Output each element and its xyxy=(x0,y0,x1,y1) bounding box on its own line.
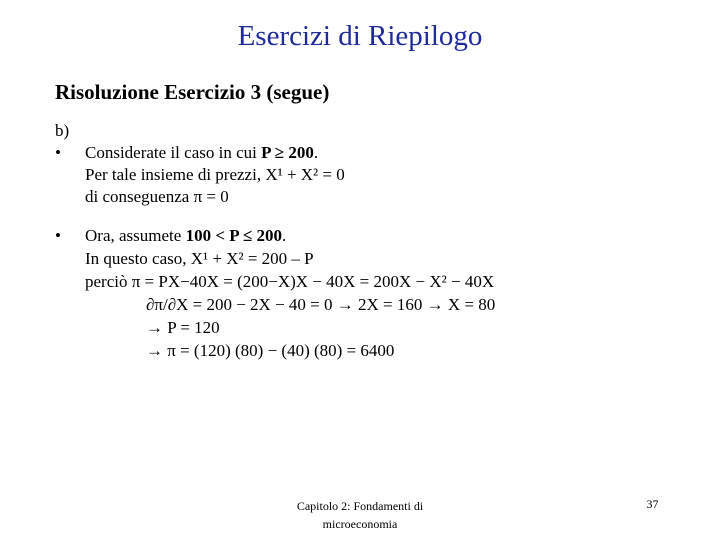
bullet1-condition: P ≥ 200 xyxy=(261,143,314,162)
slide-title: Esercizi di Riepilogo xyxy=(237,20,483,52)
bullet1-line1 xyxy=(85,142,318,164)
bullet2-line6: → π = (120) (80) − (40) (80) = 6400 xyxy=(146,341,395,360)
page-number: 37 xyxy=(646,497,659,511)
bullet2-line2: In questo caso, X¹ + X² = 200 – P xyxy=(85,249,314,268)
footer-chapter xyxy=(270,497,450,533)
bullet1-line3: di conseguenza π = 0 xyxy=(85,187,229,206)
bullet2-line3: perciò π = PX−40X = (200−X)X − 40X = 200X − X² − 40X xyxy=(85,272,495,291)
bullet1-line1-post: . xyxy=(313,143,319,162)
part-label: b) xyxy=(55,121,70,140)
slide-subtitle: Risoluzione Esercizio 3 (segue) xyxy=(55,80,330,104)
bullet-marker-2: • xyxy=(55,226,61,245)
bullet2-line4: ∂π/∂X = 200 − 2X − 40 = 0 → 2X = 160 → X = 80 xyxy=(146,295,496,314)
bullet2-line1 xyxy=(85,225,286,247)
bullet2-line1-pre: Ora, assumete xyxy=(85,226,186,245)
bullet-marker-1: • xyxy=(55,143,61,162)
bullet1-line1-pre: Considerate il caso in cui xyxy=(85,143,262,162)
bullet2-condition: 100 < P ≤ 200 xyxy=(185,226,283,245)
bullet2-line1-post: . xyxy=(282,226,287,245)
bullet1-line2: Per tale insieme di prezzi, X¹ + X² = 0 xyxy=(85,165,345,184)
footer-chapter-line1: Capitolo 2: Fondamenti di xyxy=(296,499,424,513)
bullet2-line5: → P = 120 xyxy=(146,318,220,337)
footer-chapter-line2: microeconomia xyxy=(322,517,398,531)
